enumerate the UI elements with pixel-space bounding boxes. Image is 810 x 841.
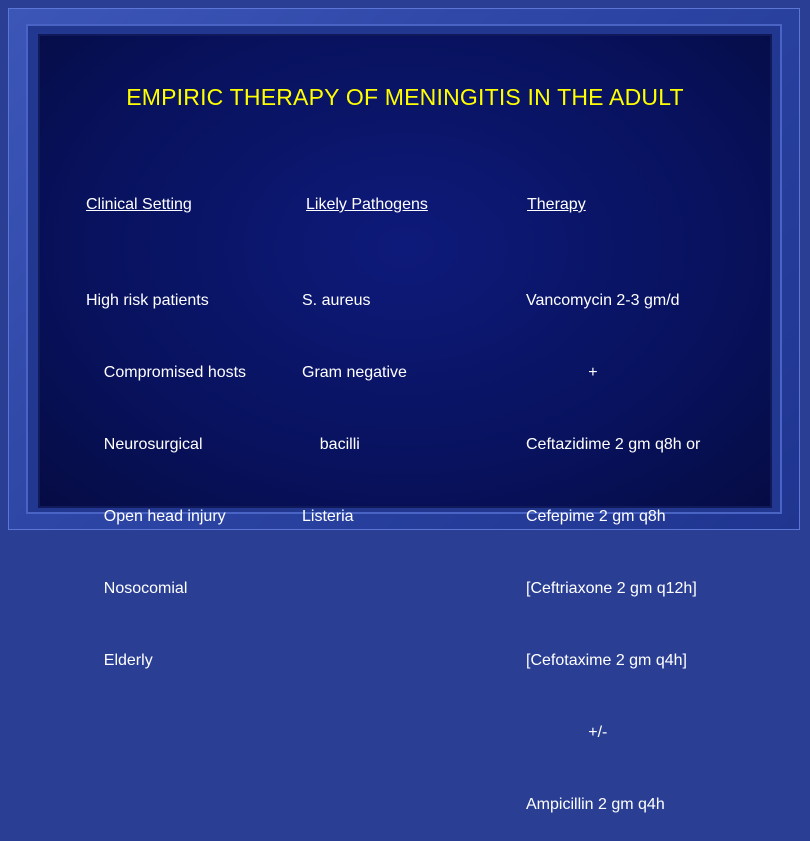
list-item: Ampicillin 2 gm q4h bbox=[526, 796, 665, 813]
list-item: Vancomycin 2-3 gm/d bbox=[526, 292, 680, 309]
header-likely-pathogens: Likely Pathogens bbox=[306, 196, 428, 213]
list-item: S. aureus bbox=[302, 292, 371, 309]
header-clinical-setting: Clinical Setting bbox=[86, 196, 192, 213]
list-item: Cefepime 2 gm q8h bbox=[526, 508, 666, 525]
column-therapy bbox=[526, 241, 700, 841]
list-item: Compromised hosts bbox=[86, 364, 247, 381]
list-item: Neurosurgical bbox=[86, 436, 203, 453]
list-item: Gram negative bbox=[302, 364, 407, 381]
list-item: Nosocomial bbox=[86, 580, 188, 597]
column-clinical-setting bbox=[86, 241, 246, 697]
list-item: [Cefotaxime 2 gm q4h] bbox=[526, 652, 687, 669]
list-item: bacilli bbox=[302, 436, 360, 453]
list-item: [Ceftriaxone 2 gm q12h] bbox=[526, 580, 697, 597]
list-item: Listeria bbox=[302, 508, 354, 525]
header-therapy: Therapy bbox=[527, 196, 586, 213]
list-item: Elderly bbox=[86, 652, 153, 669]
list-item: High risk patients bbox=[86, 292, 209, 309]
list-item: Ceftazidime 2 gm q8h or bbox=[526, 436, 701, 453]
list-item: +/- bbox=[526, 724, 608, 741]
slide-title: EMPIRIC THERAPY OF MENINGITIS IN THE ADULT bbox=[126, 84, 684, 110]
list-item: Open head injury bbox=[86, 508, 226, 525]
list-item: + bbox=[526, 364, 598, 381]
column-likely-pathogens bbox=[302, 241, 407, 553]
